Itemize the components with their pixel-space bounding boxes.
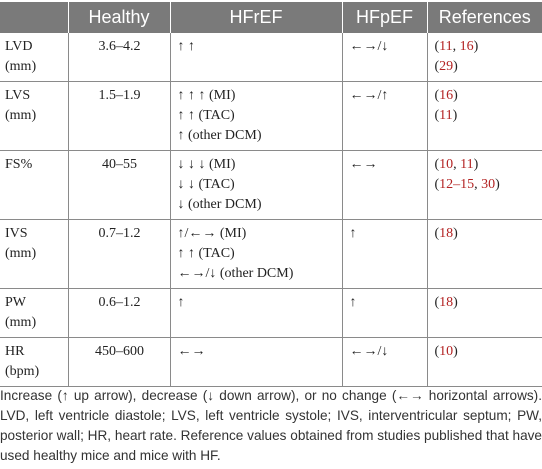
references-cell xyxy=(427,151,542,220)
references-cell xyxy=(427,82,542,151)
cell-line: ↑ ↑ (TAC) xyxy=(177,246,235,261)
cell-line: ←→/↓ (other DCM) xyxy=(177,266,294,281)
header-hfpef: HFpEF xyxy=(342,2,427,33)
healthy-range: 1.5–1.9 xyxy=(98,88,141,103)
reference-link[interactable]: 16 xyxy=(459,39,474,54)
reference-punct: , xyxy=(474,177,482,192)
cell-line: ←→ xyxy=(349,157,378,172)
healthy-range: 3.6–4.2 xyxy=(98,39,141,54)
reference-punct: ( xyxy=(434,108,440,123)
reference-line xyxy=(435,224,537,244)
reference-punct: ) xyxy=(453,88,458,103)
reference-punct: ) xyxy=(473,157,479,172)
cell-line: (mm) xyxy=(5,108,37,123)
reference-link[interactable]: 10 xyxy=(439,344,454,359)
hfpef-cell xyxy=(342,289,427,338)
cell-line: PW xyxy=(5,295,26,310)
table-row xyxy=(0,220,542,289)
parameter-cell xyxy=(0,33,68,82)
reference-punct: ( xyxy=(434,295,440,310)
table-row xyxy=(0,33,542,82)
reference-link[interactable]: 30 xyxy=(481,177,496,192)
cell-line: ↑ ↑ (TAC) xyxy=(177,108,235,123)
reference-punct: ) xyxy=(453,344,458,359)
hfpef-cell xyxy=(342,33,427,82)
header-healthy: Healthy xyxy=(68,2,170,33)
reference-link[interactable]: 11 xyxy=(439,108,453,123)
cell-line: ↑ xyxy=(349,226,357,241)
reference-punct: , xyxy=(453,157,461,172)
hfref-cell xyxy=(170,151,342,220)
cell-line: ↓ (other DCM) xyxy=(177,197,262,212)
table-row xyxy=(0,289,542,338)
parameter-cell xyxy=(0,289,68,338)
cell-line: ↓ ↓ ↓ (MI) xyxy=(177,157,236,172)
parameter-cell xyxy=(0,220,68,289)
cell-line: ↓ ↓ (TAC) xyxy=(177,177,235,192)
reference-punct: ) xyxy=(495,177,500,192)
hfpef-cell xyxy=(342,82,427,151)
reference-punct: ( xyxy=(434,177,440,192)
header-row xyxy=(0,2,542,33)
reference-line xyxy=(435,37,537,57)
cell-line: (mm) xyxy=(5,246,37,261)
references-cell xyxy=(427,289,542,338)
cell-line: (mm) xyxy=(5,315,37,330)
cell-line: ↑ xyxy=(349,295,357,310)
parameter-cell xyxy=(0,151,68,220)
reference-punct: ( xyxy=(434,157,440,172)
cell-line: ↑/←→ (MI) xyxy=(177,226,247,241)
hfref-cell xyxy=(170,338,342,387)
reference-line xyxy=(435,155,537,175)
parameter-cell xyxy=(0,82,68,151)
reference-line xyxy=(435,86,537,106)
references-cell xyxy=(427,338,542,387)
hfpef-cell xyxy=(342,151,427,220)
healthy-range: 0.7–1.2 xyxy=(98,226,141,241)
reference-link[interactable]: 12–15 xyxy=(439,177,475,192)
header-hfref: HFrEF xyxy=(170,2,342,33)
cell-line: LVD xyxy=(5,39,33,54)
cell-line: ↑ ↑ xyxy=(177,39,195,54)
reference-punct: , xyxy=(452,39,460,54)
reference-line xyxy=(435,57,537,77)
reference-link[interactable]: 18 xyxy=(439,226,454,241)
healthy-value-cell xyxy=(68,151,170,220)
healthy-value-cell xyxy=(68,289,170,338)
reference-punct: ( xyxy=(434,226,440,241)
healthy-range: 0.6–1.2 xyxy=(98,295,141,310)
reference-punct: ) xyxy=(453,226,458,241)
reference-punct: ) xyxy=(453,295,458,310)
table-body xyxy=(0,33,542,387)
cell-line: IVS xyxy=(5,226,28,241)
hfref-cell xyxy=(170,33,342,82)
cell-line: ←→/↓ xyxy=(349,39,389,54)
cell-line: ↑ ↑ ↑ (MI) xyxy=(177,88,236,103)
reference-link[interactable]: 11 xyxy=(460,157,474,172)
cell-line: FS% xyxy=(5,157,33,172)
parameter-cell xyxy=(0,338,68,387)
healthy-value-cell xyxy=(68,338,170,387)
reference-punct: ) xyxy=(452,108,458,123)
cell-line: ←→ xyxy=(177,344,206,359)
healthy-value-cell xyxy=(68,33,170,82)
hfref-cell xyxy=(170,82,342,151)
reference-line xyxy=(435,106,537,126)
header-references: References xyxy=(427,2,542,33)
reference-punct: ( xyxy=(434,344,440,359)
table-row xyxy=(0,338,542,387)
table-row xyxy=(0,151,542,220)
hfref-cell xyxy=(170,289,342,338)
hfpef-cell xyxy=(342,338,427,387)
cell-line: ←→/↓ xyxy=(349,344,389,359)
hfpef-cell xyxy=(342,220,427,289)
table-row xyxy=(0,82,542,151)
reference-link[interactable]: 10 xyxy=(439,157,454,172)
healthy-value-cell xyxy=(68,220,170,289)
reference-link[interactable]: 18 xyxy=(439,295,454,310)
hfref-cell xyxy=(170,220,342,289)
table-footnote: Increase (↑ up arrow), decrease (↓ down arrow), or no change (←→ horizontal arrows). LVD, left ventricle diastole; LVS, left ventricle systole; IVS, interventricular septum; PW, posterior wall; HR, heart rate. Reference values obtained from studies published that have used healthy mice and mice with HF. xyxy=(0,388,542,463)
reference-punct: ( xyxy=(434,88,440,103)
reference-link[interactable]: 11 xyxy=(439,39,453,54)
reference-line xyxy=(435,175,537,195)
header-parameter xyxy=(0,2,68,33)
healthy-range: 450–600 xyxy=(95,344,144,359)
reference-link[interactable]: 29 xyxy=(439,59,454,74)
reference-punct: ( xyxy=(434,59,440,74)
cell-line: HR xyxy=(5,344,25,359)
cell-line: (mm) xyxy=(5,59,37,74)
healthy-value-cell xyxy=(68,82,170,151)
cell-line: LVS xyxy=(5,88,31,103)
reference-line xyxy=(435,342,537,362)
cell-line: (bpm) xyxy=(5,364,40,379)
reference-punct: ( xyxy=(434,39,440,54)
healthy-range: 40–55 xyxy=(102,157,137,172)
reference-link[interactable]: 16 xyxy=(439,88,454,103)
reference-punct: ) xyxy=(473,39,479,54)
data-table xyxy=(0,2,542,387)
cell-line: ↑ xyxy=(177,295,185,310)
references-cell xyxy=(427,33,542,82)
cell-line: ←→/↑ xyxy=(349,88,389,103)
references-cell xyxy=(427,220,542,289)
cell-line: ↑ (other DCM) xyxy=(177,128,262,143)
reference-punct: ) xyxy=(453,59,458,74)
reference-line xyxy=(435,293,537,313)
